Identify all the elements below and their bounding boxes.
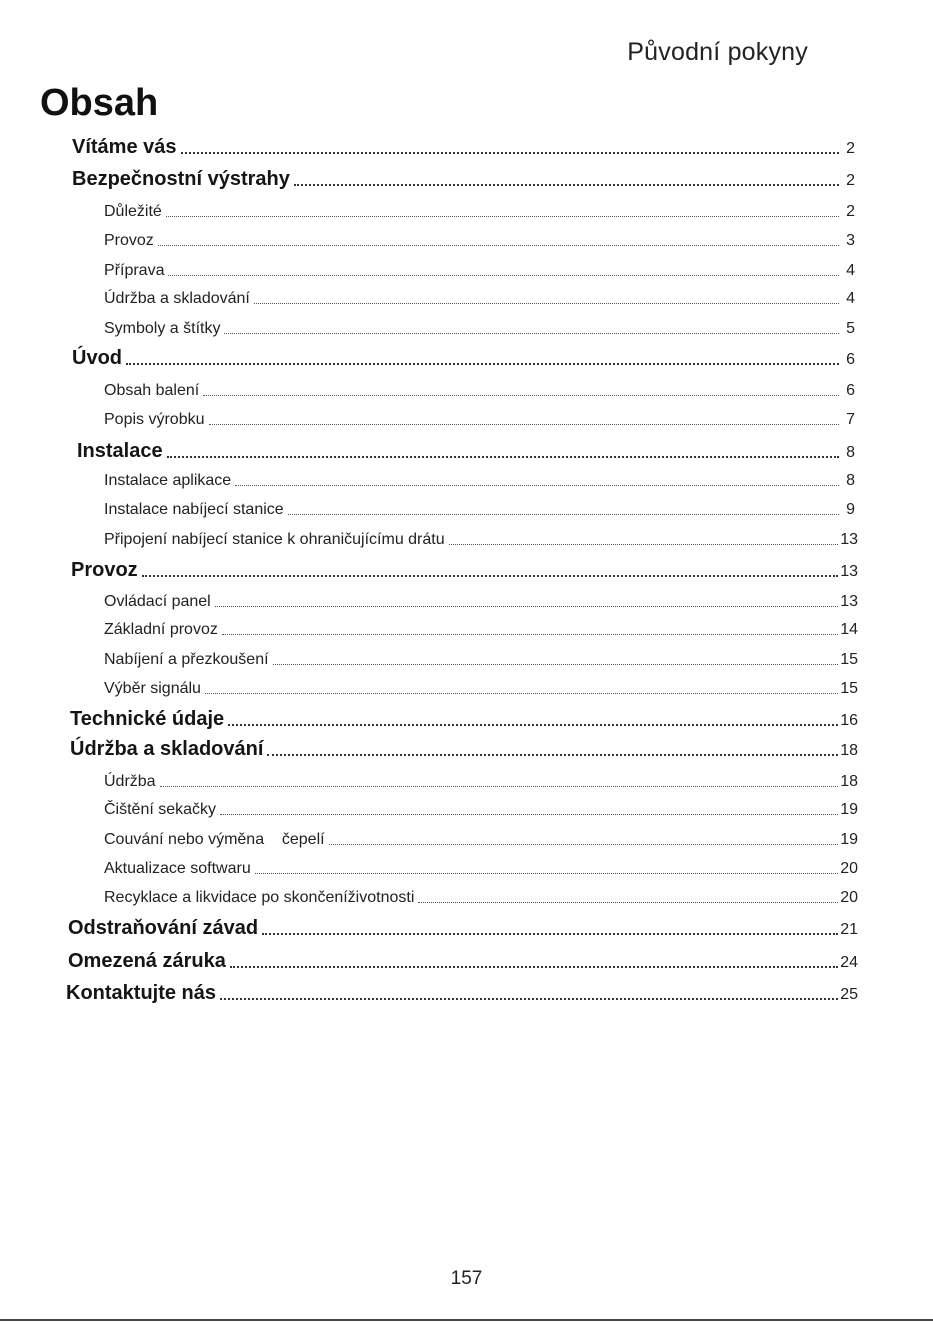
toc-entry-instalace-nabijeci-stanice[interactable] <box>104 501 855 519</box>
toc-entry-vyber-signalu[interactable] <box>104 680 858 698</box>
toc-entry-page-number: 25 <box>840 986 858 1003</box>
toc-entry-page-number: 2 <box>846 203 855 220</box>
document-header-label: Původní pokyny <box>627 38 808 66</box>
toc-dot-leader <box>167 455 839 458</box>
toc-entry-page-number: 6 <box>846 351 855 368</box>
toc-entry-label: Obsah balení <box>104 382 200 399</box>
toc-entry-zakladni-provoz[interactable] <box>104 621 858 639</box>
toc-entry-udrzba-a-skladovani[interactable] <box>104 290 855 308</box>
toc-entry-priprava[interactable] <box>104 262 855 280</box>
toc-dot-leader <box>142 574 839 577</box>
toc-entry-label: Recyklace a likvidace po skončeníživotnosti <box>104 889 415 906</box>
toc-entry-page-number: 24 <box>840 954 858 971</box>
toc-entry-uvod[interactable] <box>72 347 855 370</box>
toc-entry-page-number: 13 <box>840 593 858 610</box>
toc-entry-udrzba[interactable] <box>104 773 858 791</box>
toc-entry-technicke-udaje[interactable] <box>70 708 858 731</box>
toc-entry-page-number: 8 <box>846 472 855 489</box>
toc-entry-page-number: 8 <box>846 444 855 461</box>
toc-entry-page-number: 2 <box>846 140 855 157</box>
toc-entry-label: Údržba <box>104 773 156 790</box>
toc-entry-page-number: 13 <box>840 531 858 548</box>
toc-dot-leader <box>160 785 839 787</box>
toc-entry-omezena-zaruka[interactable] <box>68 950 858 973</box>
toc-entry-provoz[interactable] <box>71 559 858 582</box>
toc-entry-page-number: 4 <box>846 290 855 307</box>
toc-entry-label: Čištění sekačky <box>104 801 217 818</box>
toc-dot-leader <box>228 723 838 726</box>
toc-entry-page-number: 20 <box>840 860 858 877</box>
toc-entry-label: Základní provoz <box>104 621 218 638</box>
toc-entry-page-number: 7 <box>846 411 855 428</box>
toc-entry-obsah-baleni[interactable] <box>104 382 855 400</box>
toc-entry-label: Příprava <box>104 262 165 279</box>
toc-entry-page-number: 20 <box>840 889 858 906</box>
toc-entry-label: Instalace aplikace <box>104 472 232 489</box>
toc-entry-provoz[interactable] <box>104 232 855 250</box>
toc-entry-kontaktujte-nas[interactable] <box>66 982 858 1005</box>
toc-dot-leader <box>230 965 838 968</box>
toc-dot-leader <box>262 932 838 935</box>
toc-entry-label: Údržba a skladování <box>70 738 264 760</box>
toc-dot-leader <box>273 663 839 665</box>
toc-dot-leader <box>418 901 838 903</box>
toc-dot-leader <box>235 484 839 486</box>
toc-entry-symboly-a-stitky[interactable] <box>104 320 855 338</box>
page-number: 157 <box>450 1268 483 1289</box>
toc-dot-leader <box>294 183 839 186</box>
toc-entry-label: Důležité <box>104 203 162 220</box>
toc-entry-page-number: 9 <box>846 501 855 518</box>
toc-dot-leader <box>255 872 838 874</box>
toc-dot-leader <box>449 543 839 545</box>
toc-dot-leader <box>220 997 838 1000</box>
toc-entry-page-number: 21 <box>840 921 858 938</box>
toc-dot-leader <box>166 215 839 217</box>
toc-entry-label: Provoz <box>104 232 154 249</box>
toc-entry-page-number: 18 <box>840 773 858 790</box>
toc-entry-label: Odstraňování závad <box>68 917 259 939</box>
toc-dot-leader <box>158 244 839 246</box>
toc-entry-label: Couvání nebo výměna čepelí <box>104 831 325 848</box>
toc-entry-page-number: 15 <box>840 680 858 697</box>
toc-entry-label: Technické údaje <box>70 708 225 730</box>
toc-dot-leader <box>288 513 839 515</box>
toc-entry-page-number: 13 <box>840 563 858 580</box>
toc-entry-label: Výběr signálu <box>104 680 201 697</box>
toc-entry-page-number: 18 <box>840 742 858 759</box>
toc-entry-label: Instalace nabíjecí stanice <box>104 501 284 518</box>
toc-dot-leader <box>220 813 838 815</box>
toc-dot-leader <box>254 302 839 304</box>
toc-entry-pripojeni-nabijeci-stanice-k-ohranicujicimu-dratu[interactable] <box>104 531 858 549</box>
toc-entry-page-number: 19 <box>840 801 858 818</box>
toc-entry-recyklace-a-likvidace-po-skoncenizivotnosti[interactable] <box>104 889 858 907</box>
toc-dot-leader <box>205 692 838 694</box>
toc-entry-page-number: 3 <box>846 232 855 249</box>
toc-dot-leader <box>126 362 839 365</box>
toc-entry-label: Úvod <box>72 347 122 369</box>
toc-entry-couvani-nebo-vymena-cepeli[interactable] <box>104 831 858 849</box>
toc-entry-label: Provoz <box>71 559 138 581</box>
toc-entry-label: Kontaktujte nás <box>66 982 217 1004</box>
toc-entry-label: Aktualizace softwaru <box>104 860 251 877</box>
toc-entry-label: Symboly a štítky <box>104 320 221 337</box>
toc-entry-udrzba-a-skladovani[interactable] <box>70 738 858 761</box>
toc-entry-label: Omezená záruka <box>68 950 226 972</box>
toc-dot-leader <box>209 423 840 425</box>
toc-entry-label: Vítáme vás <box>72 136 177 158</box>
toc-dot-leader <box>267 753 838 756</box>
bottom-divider <box>0 1319 933 1321</box>
toc-entry-page-number: 15 <box>840 651 858 668</box>
toc-dot-leader <box>222 633 838 635</box>
toc-entry-label: Nabíjení a přezkoušení <box>104 651 269 668</box>
toc-dot-leader <box>181 151 839 154</box>
toc-entry-label: Ovládací panel <box>104 593 211 610</box>
toc-entry-page-number: 19 <box>840 831 858 848</box>
toc-entry-dulezite[interactable] <box>104 203 855 221</box>
toc-entry-label: Bezpečnostní výstrahy <box>72 168 290 190</box>
toc-dot-leader <box>203 394 839 396</box>
toc-entry-page-number: 5 <box>846 320 855 337</box>
toc-entry-label: Popis výrobku <box>104 411 205 428</box>
toc-entry-page-number: 16 <box>840 712 858 729</box>
toc-entry-label: Údržba a skladování <box>104 290 250 307</box>
toc-entry-instalace-aplikace[interactable] <box>104 472 855 490</box>
toc-entry-ovladaci-panel[interactable] <box>104 593 858 611</box>
toc-entry-vitame-vas[interactable] <box>72 136 855 159</box>
toc-dot-leader <box>224 332 839 334</box>
toc-entry-nabijeni-a-prezkouseni[interactable] <box>104 651 858 669</box>
toc-entry-page-number: 6 <box>846 382 855 399</box>
page-title: Obsah <box>40 82 159 124</box>
toc-entry-instalace[interactable] <box>77 440 855 463</box>
toc-entry-aktualizace-softwaru[interactable] <box>104 860 858 878</box>
toc-entry-page-number: 4 <box>846 262 855 279</box>
toc-entry-odstranovani-zavad[interactable] <box>68 917 858 940</box>
toc-entry-page-number: 14 <box>840 621 858 638</box>
toc-entry-page-number: 2 <box>846 172 855 189</box>
toc-dot-leader <box>215 605 838 607</box>
toc-dot-leader <box>168 274 839 276</box>
toc-dot-leader <box>329 843 839 845</box>
toc-entry-cisteni-sekacky[interactable] <box>104 801 858 819</box>
toc-entry-label: Instalace <box>77 440 163 462</box>
toc-entry-label: Připojení nabíjecí stanice k ohraničujícímu drátu <box>104 531 445 548</box>
toc-entry-bezpecnostni-vystrahy[interactable] <box>72 168 855 191</box>
toc-entry-popis-vyrobku[interactable] <box>104 411 855 429</box>
